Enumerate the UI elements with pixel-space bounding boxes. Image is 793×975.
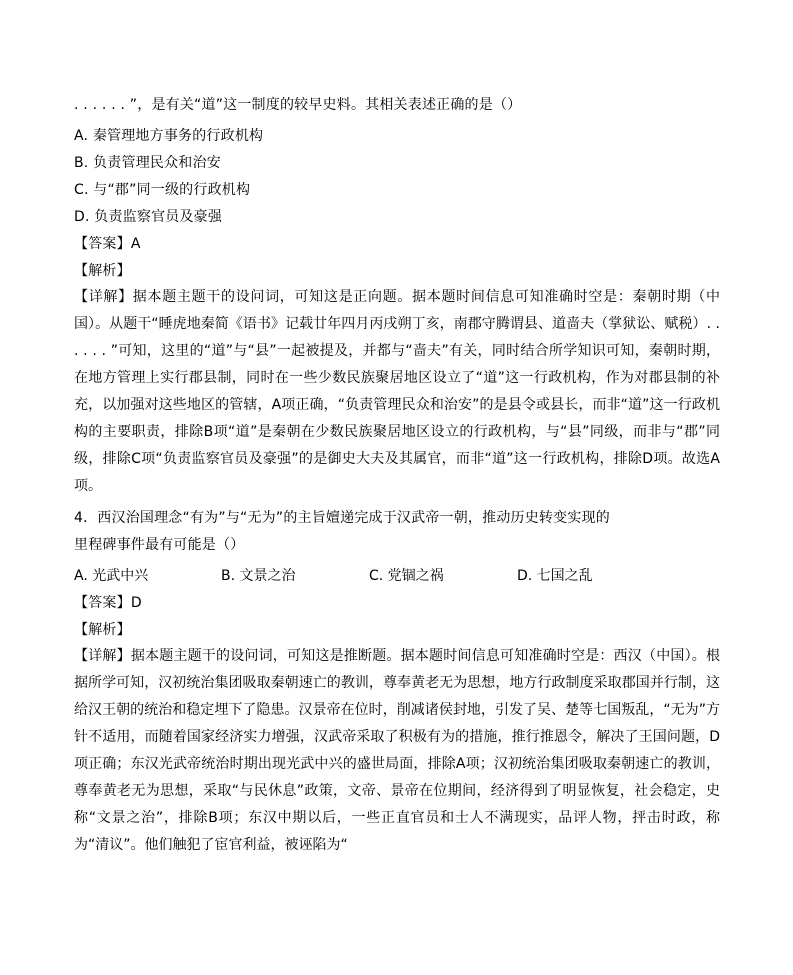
q4-option-b: B. 文景之治 bbox=[221, 568, 296, 584]
q4-option-a: A. 光武中兴 bbox=[74, 568, 149, 584]
q3-detail-paragraph bbox=[74, 284, 720, 500]
q4-answer-line bbox=[74, 593, 142, 613]
q3-option-b: B. 负责管理民众和治安 bbox=[74, 155, 221, 171]
q3-option-a: A. 秦管理地方事务的行政机构 bbox=[74, 128, 264, 144]
q4-detail-tag: 【详解】 bbox=[74, 648, 131, 664]
q3-stem-tail: . . . . . . ”，是有关“道”这一制度的较早史料。其相关表述正确的是（） bbox=[74, 97, 522, 113]
q4-detail-text: 据本题主题干的设问词，可知这是推断题。据本题时间信息可知准确时空是：西汉（中国）。根据所学可知，汉初统治集团吸取秦朝速亡的教训，尊奉黄老无为思想，地方行政制度采取郡国并行制，这给汉王朝的统治和稳定埋下了隐患。汉景帝在位时，削减诸侯封地，引发了吴、楚等七国叛乱，“无为”方针不适用，而随着国家经济实力增强，汉武帝采取了积极有为的措施，推行推恩令，解决了王国问题，D项正确；东汉光武帝统治时期出现光武中兴的盛世局面，排除A项；汉初统治集团吸取秦朝速亡的教训，尊奉黄老无为思想，采取“与民休息”政策，文帝、景帝在位期间，经济得到了明显恢复，社会稳定，史称“文景之治”，排除B项；东汉中期以后，一些正直官员和士人不满现实，品评人物，抨击时政，称为“清议”。他们触犯了宦官利益，被诬陷为“ bbox=[74, 648, 721, 853]
q3-answer-line bbox=[74, 234, 141, 254]
q4-stem-line1: 4．西汉治国理念“有为”与“无为”的主旨嬗递完成于汉武帝一朝，推动历史转变实现的 bbox=[74, 510, 610, 526]
q4-answer-tag: 【答案】 bbox=[74, 595, 131, 611]
q3-option-c: C. 与“郡”同一级的行政机构 bbox=[74, 182, 251, 198]
q3-answer-tag: 【答案】 bbox=[74, 236, 131, 252]
q4-detail-paragraph bbox=[74, 643, 720, 859]
q4-analysis-tag: 【解析】 bbox=[74, 622, 131, 638]
q3-answer-value: A bbox=[130, 236, 141, 252]
q3-option-d: D. 负责监察官员及豪强 bbox=[74, 209, 223, 225]
q3-analysis-tag: 【解析】 bbox=[74, 263, 131, 279]
q4-options-row bbox=[74, 566, 724, 586]
q4-option-c: C. 党锢之祸 bbox=[369, 568, 444, 584]
q3-detail-tag: 【详解】 bbox=[74, 289, 133, 305]
q3-detail-text: 据本题主题干的设问词，可知这是正向题。据本题时间信息可知准确时空是：秦朝时期（中国）。从题干“睡虎地秦简《语书》记载廿年四月丙戌朔丁亥，南郡守腾谓县、道啬夫（掌狱讼、赋税）. . . . . . ”可知，这里的“道”与“县”一起被提及，并都与“啬夫”有关，同时结合所学知识可知，秦朝时期，在地方管理上实行郡县制，同时在一些少数民族聚居地区设立了“道”这一行政机构，作为对郡县制的补充，以加强对这些地区的管辖，A项正确，“负责管理民众和治安”的是县令或县长，而非“道”这一行政机构的主要职责，排除B项“道”是秦朝在少数民族聚居地区设立的行政机构，与“县”同级，而非与“郡”同级，排除C项“负责监察官员及豪强”的是御史大夫及其属官，而非“道”这一行政机构，排除D项。故选A项。 bbox=[74, 289, 721, 494]
q4-option-d: D. 七国之乱 bbox=[517, 568, 593, 584]
q4-answer-value: D bbox=[130, 595, 142, 611]
q4-stem-line2: 里程碑事件最有可能是（） bbox=[74, 537, 245, 553]
